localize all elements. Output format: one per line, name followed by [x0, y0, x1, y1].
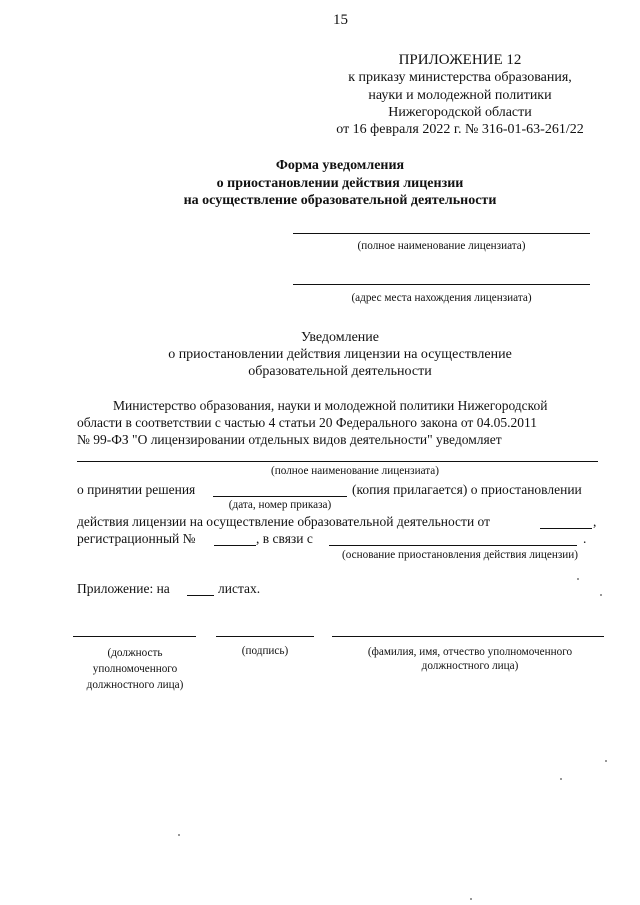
- licensee-address-caption: (адрес места нахождения лицензиата): [351, 292, 532, 304]
- licensee-name-line[interactable]: [293, 233, 590, 234]
- action-line: действия лицензии на осуществление образовательной деятельности от: [77, 514, 491, 529]
- reg-number-line[interactable]: [214, 545, 256, 546]
- position-signature-line[interactable]: [73, 636, 196, 637]
- appendix-title: ПРИЛОЖЕНИЕ 12: [398, 52, 522, 68]
- attachment-prefix: Приложение: на: [77, 581, 170, 596]
- attachment-pages-line[interactable]: [187, 595, 214, 596]
- licensee-fill-line[interactable]: [77, 461, 598, 462]
- form-title-line-3: на осуществление образовательной деятельности: [183, 193, 497, 208]
- attachment-suffix: листах.: [218, 581, 261, 596]
- scan-speck: [577, 578, 579, 580]
- form-title-line-2: о приостановлении действия лицензии: [216, 176, 464, 191]
- full-name-line[interactable]: [332, 636, 604, 637]
- notice-title-line-1: Уведомление: [300, 330, 379, 345]
- signature-line[interactable]: [216, 636, 314, 637]
- scan-speck: [560, 778, 562, 780]
- basis-caption: (основание приостановления действия лицензии): [342, 549, 578, 561]
- decision-prefix: о принятии решения: [77, 482, 196, 497]
- notice-title-line-2: о приостановлении действия лицензии на осуществление: [168, 347, 512, 362]
- licensee-fill-caption: (полное наименование лицензиата): [271, 465, 439, 477]
- appendix-line-3: Нижегородской области: [388, 105, 532, 120]
- signature-caption: (подпись): [241, 645, 289, 657]
- body-line-3: № 99-ФЗ "О лицензировании отдельных видов деятельности" уведомляет: [77, 432, 502, 447]
- body-line-1: Министерство образования, науки и молодежной политики Нижегородской: [113, 398, 548, 413]
- notice-title-line-3: образовательной деятельности: [248, 364, 432, 379]
- licensee-name-caption: (полное наименование лицензиата): [357, 240, 526, 252]
- scan-speck: [600, 594, 602, 596]
- scan-speck: [470, 898, 472, 900]
- decision-suffix: (копия прилагается) о приостановлении: [352, 482, 582, 497]
- scan-speck: [178, 834, 180, 836]
- appendix-line-2: науки и молодежной политики: [368, 88, 552, 103]
- form-title-line-1: Форма уведомления: [275, 158, 405, 173]
- reg-prefix: регистрационный №: [77, 531, 196, 546]
- licensee-address-line[interactable]: [293, 284, 590, 285]
- full-name-caption: (фамилия, имя, отчество уполномоченного должностного лица): [367, 646, 573, 672]
- date-caption: (дата, номер приказа): [228, 499, 332, 511]
- appendix-line-1: к приказу министерства образования,: [348, 70, 572, 85]
- basis-line[interactable]: [329, 545, 577, 546]
- scan-speck: [605, 760, 607, 762]
- position-caption: (должность уполномоченного должностного лица): [86, 647, 184, 691]
- page-number: 15: [333, 12, 348, 28]
- reg-middle: , в связи с: [256, 531, 313, 546]
- appendix-line-4: от 16 февраля 2022 г. № 316-01-63-261/22: [336, 122, 584, 137]
- reg-dot: .: [583, 531, 587, 546]
- decision-date-line[interactable]: [213, 496, 347, 497]
- action-comma: ,: [593, 514, 597, 529]
- action-date-line[interactable]: [540, 528, 592, 529]
- body-line-2: области в соответствии с частью 4 статьи 20 Федерального закона от 04.05.2011: [77, 415, 537, 430]
